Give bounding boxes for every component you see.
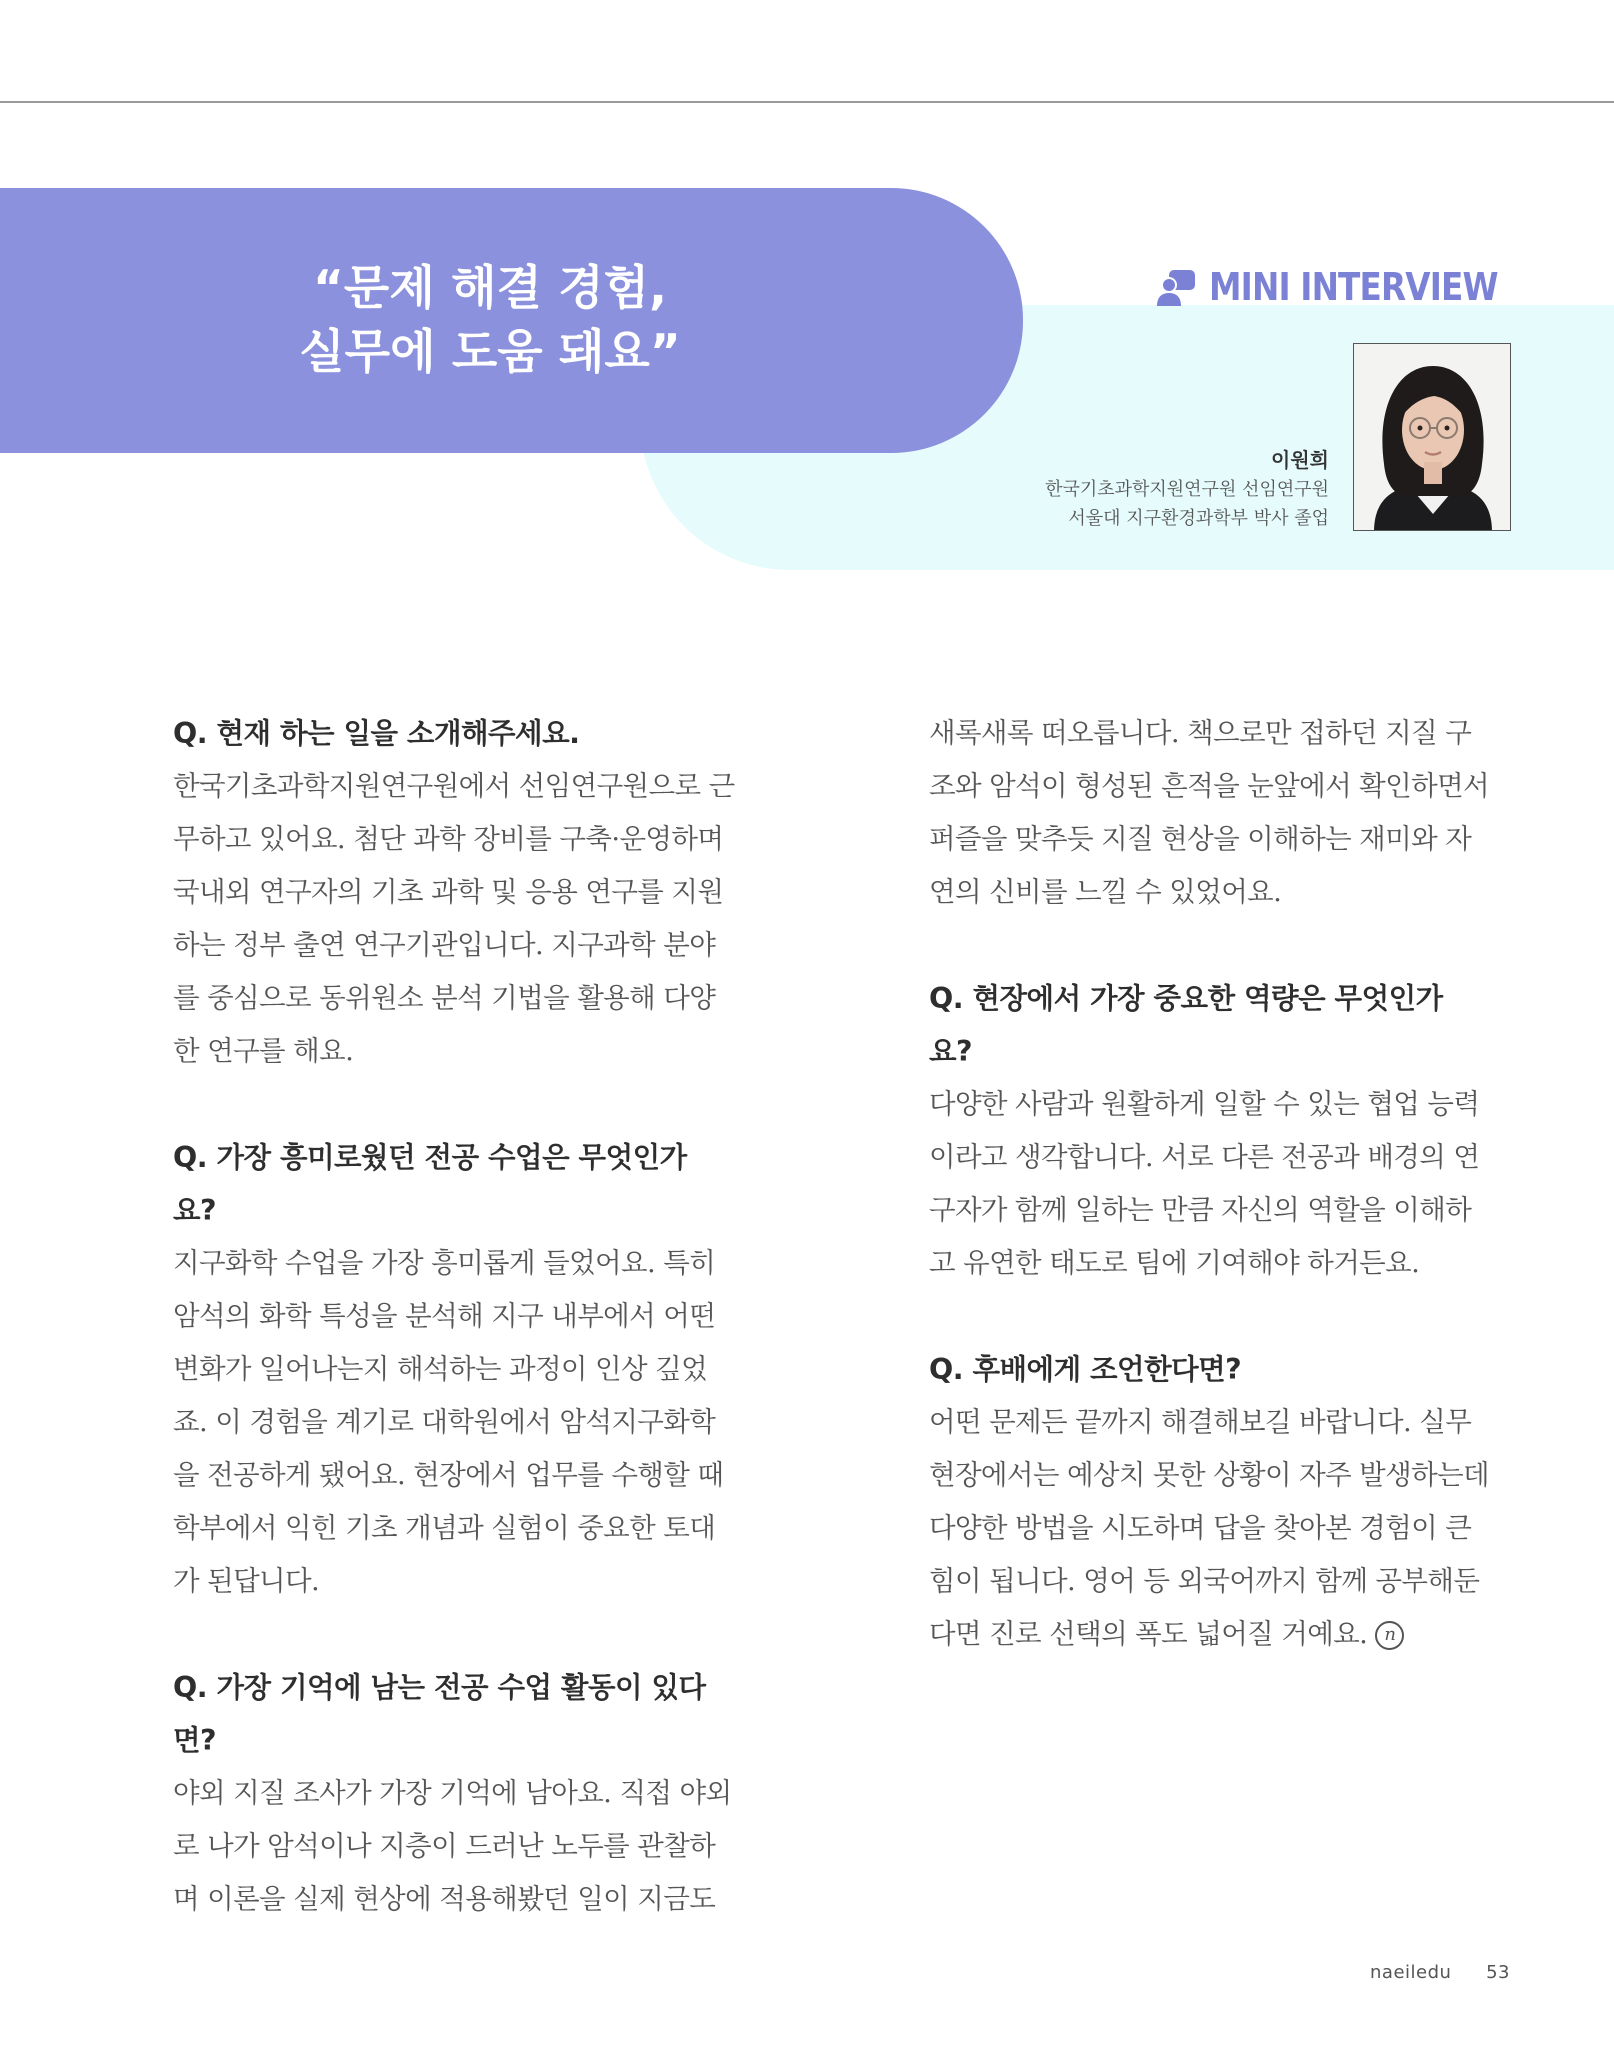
answer [173,1767,755,1926]
question [173,1661,755,1767]
question-line: 면? [173,1724,217,1757]
end-mark-icon: n [1375,1621,1404,1650]
question-line: Q. 가장 기억에 남는 전공 수업 활동이 있다 [173,1671,706,1704]
profile-info [1045,445,1329,533]
profile-education: 서울대 지구환경과학부 박사 졸업 [1068,508,1329,529]
answer-line: 야외 지질 조사가 가장 기억에 남아요. 직접 야외 [173,1777,732,1809]
answer-line: 무하고 있어요. 첨단 과학 장비를 구축·운영하며 [173,823,724,855]
question-line: 요? [929,1035,973,1068]
answer-line: 조와 암석이 형성된 흔적을 눈앞에서 확인하면서 [929,770,1490,802]
answer-line: 지구화학 수업을 가장 흥미롭게 들었어요. 특히 [173,1247,716,1279]
answer-line: 하는 정부 출연 연구기관입니다. 지구과학 분야 [173,929,716,961]
left-column [173,707,755,1979]
answer-line: 국내외 연구자의 기초 과학 및 응용 연구를 지원 [173,876,724,908]
answer-line: 변화가 일어나는지 해석하는 과정이 인상 깊었 [173,1353,708,1385]
answer-line: 구자가 함께 일하는 만큼 자신의 역할을 이해하 [929,1194,1472,1226]
qa-block-continued [929,707,1511,919]
answer-line-text: 다면 진로 선택의 폭도 넓어질 거예요. [929,1618,1368,1650]
section-label-text: MINI INTERVIEW [1209,265,1498,309]
qa-block [173,1661,755,1926]
profile-photo [1353,343,1511,531]
answer-line: 연의 신비를 느낄 수 있었어요. [929,876,1282,908]
answer-line: 퍼즐을 맞추듯 지질 현상을 이해하는 재미와 자 [929,823,1472,855]
answer-line: 다양한 방법을 시도하며 답을 찾아본 경험이 큰 [929,1512,1472,1544]
answer-line-last [929,1608,1511,1661]
question-line: Q. 후배에게 조언한다면? [929,1353,1242,1386]
portrait-image [1354,344,1511,531]
publication-name: naeiledu [1370,1962,1452,1983]
answer-line: 어떤 문제든 끝까지 해결해보길 바랍니다. 실무 [929,1406,1472,1438]
qa-block [173,707,755,1078]
answer-line: 가 된답니다. [173,1565,320,1597]
answer-line: 을 전공하게 됐어요. 현장에서 업무를 수행할 때 [173,1459,724,1491]
headline-line: 실무에 도움 돼요” [299,325,681,380]
answer-line: 한 연구를 해요. [173,1035,354,1067]
qa-block [173,1131,755,1608]
answer [929,1078,1511,1290]
answer-line: 로 나가 암석이나 지층이 드러난 노두를 관찰하 [173,1830,716,1862]
answer-line: 죠. 이 경험을 계기로 대학원에서 암석지구화학 [173,1406,716,1438]
answer-line: 이라고 생각합니다. 서로 다른 전공과 배경의 연 [929,1141,1480,1173]
answer-line: 다양한 사람과 원활하게 일할 수 있는 협업 능력 [929,1088,1480,1120]
interview-icon [1155,266,1197,308]
question-line: Q. 가장 흥미로웠던 전공 수업은 무엇인가 [173,1141,687,1174]
headline [240,257,740,385]
answer [929,707,1511,919]
answer-line: 고 유연한 태도로 팀에 기여해야 하거든요. [929,1247,1420,1279]
answer-line: 새록새록 떠오릅니다. 책으로만 접하던 지질 구 [929,717,1472,749]
answer-line: 며 이론을 실제 현상에 적용해봤던 일이 지금도 [173,1883,716,1915]
answer [929,1396,1511,1661]
qa-block [929,972,1511,1290]
section-label [1155,262,1545,312]
answer-line: 암석의 화학 특성을 분석해 지구 내부에서 어떤 [173,1300,716,1332]
answer-line: 한국기초과학지원연구원에서 선임연구원으로 근 [173,770,735,802]
answer-line: 힘이 됩니다. 영어 등 외국어까지 함께 공부해둔 [929,1565,1480,1597]
answer [173,1237,755,1608]
answer-line: 현장에서는 예상치 못한 상황이 자주 발생하는데 [929,1459,1490,1491]
question [929,1343,1511,1396]
answer-line: 를 중심으로 동위원소 분석 기법을 활용해 다양 [173,982,716,1014]
question [929,972,1511,1078]
page-number: 53 [1486,1962,1510,1983]
profile-name: 이원희 [1271,448,1329,472]
question [173,707,755,760]
question-line: Q. 현장에서 가장 중요한 역량은 무엇인가 [929,982,1443,1015]
question-line: Q. 현재 하는 일을 소개해주세요. [173,717,580,750]
question [173,1131,755,1237]
answer [173,760,755,1078]
qa-block [929,1343,1511,1661]
page-footer [1370,1962,1510,1983]
right-column [929,707,1511,1714]
headline-line: “문제 해결 경험, [313,261,667,316]
top-rule [0,101,1614,103]
question-line: 요? [173,1194,217,1227]
answer-line: 학부에서 익힌 기초 개념과 실험이 중요한 토대 [173,1512,716,1544]
profile-affiliation: 한국기초과학지원연구원 선임연구원 [1045,479,1329,500]
